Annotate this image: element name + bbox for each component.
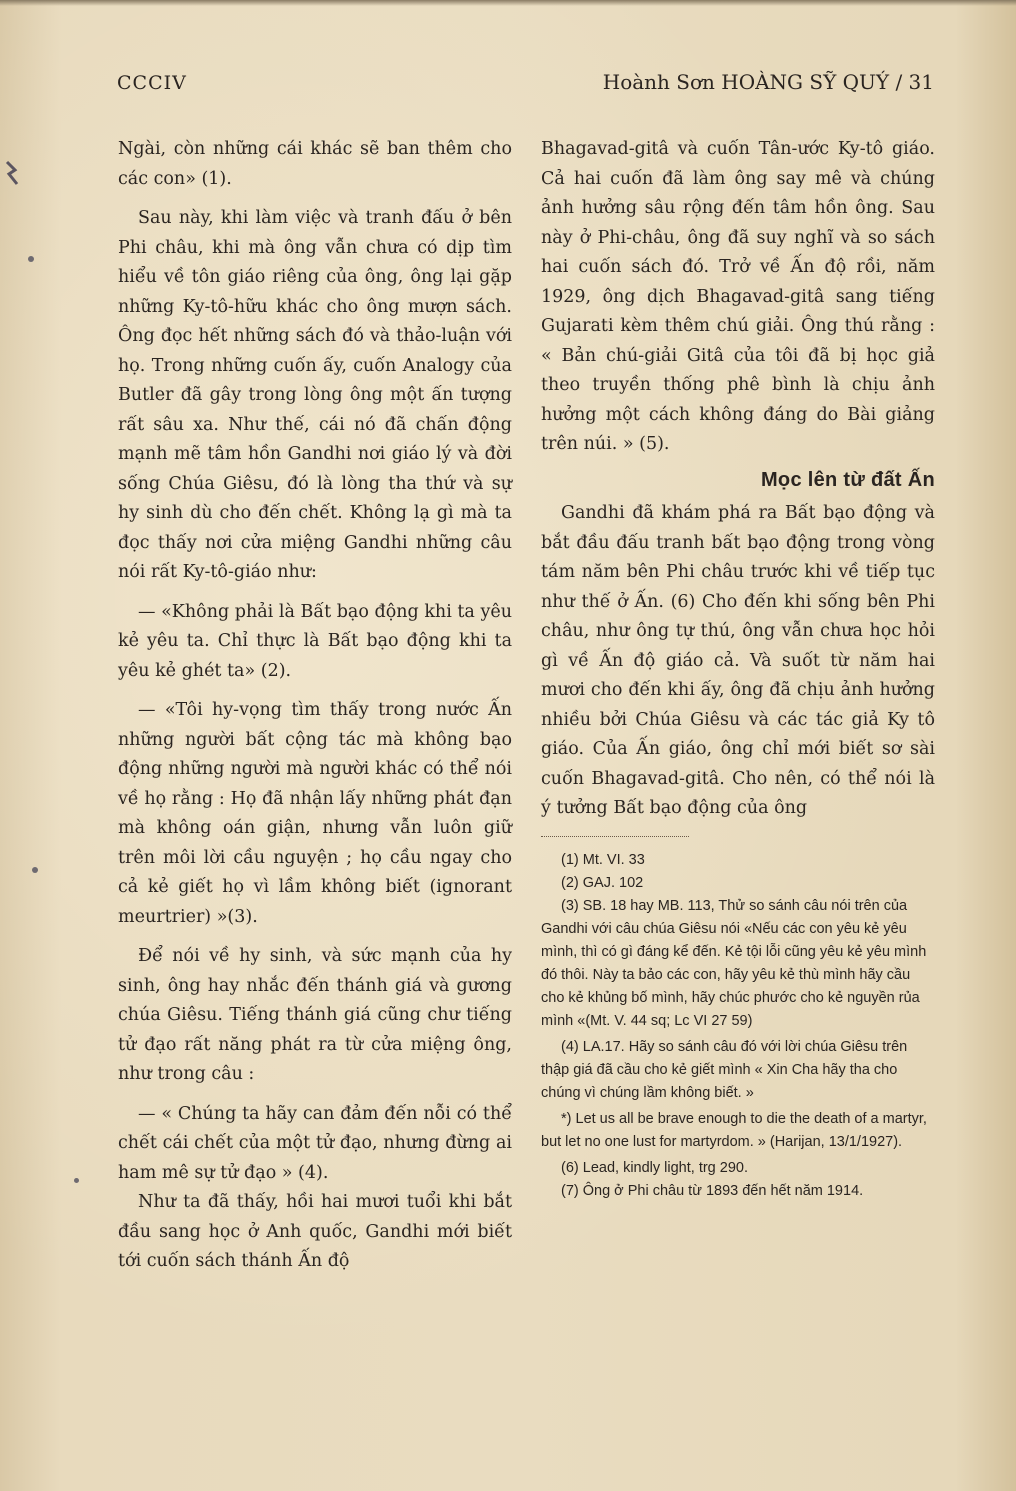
margin-dot bbox=[32, 867, 38, 873]
footnote: (7) Ông ở Phi châu từ 1893 đến hết năm 1914. bbox=[561, 1182, 864, 1199]
footnote-separator bbox=[541, 836, 689, 837]
quote-paragraph: — «Không phải là Bất bạo động khi ta yêu kẻ yêu ta. Chỉ thực là Bất bạo động khi ta yêu kẻ ghét ta» (2). bbox=[118, 601, 512, 681]
page-header-chapter: CCCIV bbox=[117, 72, 187, 94]
page-top-edge bbox=[0, 0, 1016, 6]
left-column bbox=[118, 135, 512, 1277]
paragraph: Để nói về hy sinh, và sức mạnh của hy sinh, ông hay nhắc đến thánh giá và gương chúa Giêsu. Tiếng thánh giá cũng chư tiếng tử đạo rất năng phát ra từ cửa miệng ông, như trong câu : bbox=[118, 946, 512, 1084]
margin-dot bbox=[28, 256, 34, 262]
quote-paragraph: — « Chúng ta hãy can đảm đến nỗi có thể chết cái chết của một tử đạo, nhưng đừng ai ham mê sự tử đạo » (4). bbox=[118, 1103, 512, 1183]
paragraph: Sau này, khi làm việc và tranh đấu ở bên Phi châu, khi mà ông vẫn chưa có dịp tìm hiểu về tôn giáo riêng của ông, ông lại gặp những Ky-tô-hữu khác cho ông mượn sách. Ông đọc hết những sách đó và thảo-luận với họ. Trong những cuốn ấy, cuốn Analogy của Butler đã gây trong lòng ông một ấn tượng rất sâu xa. Như thế, cái nó đã chấn động mạnh mẽ tâm hồn Gandhi nơi giáo lý và đời sống Chúa Giêsu, đó là lòng tha thứ và sự hy sinh dù cho đến chết. Không lạ gì mà ta đọc thấy nơi cửa miệng Gandhi những câu nói rất Ky-tô-giáo như: bbox=[118, 208, 512, 582]
footnote: (2) GAJ. 102 bbox=[561, 874, 644, 891]
page-header-author-page: Hoành Sơn HOÀNG SỸ QUÝ / 31 bbox=[602, 70, 934, 94]
margin-dot bbox=[74, 1178, 79, 1183]
paragraph: Bhagavad-gitâ và cuốn Tân-ước Ky-tô giáo. Cả hai cuốn đã làm ông say mê và chúng ảnh hưởng sâu rộng đến tâm hồn ông. Sau này ở Phi-châu, ông đã suy nghĩ và so sách hai cuốn sách đó. Trở về Ấn độ rồi, năm 1929, ông dịch Bhagavad-gitâ sang tiếng Gujarati kèm thêm chú giải. Ông thú rằng : « Bản chú-giải Gitâ của tôi đã bị học giả theo truyền thống phê bình là chịu ảnh hưởng một cách không đáng do Bài giảng trên núi. » (5). bbox=[541, 139, 935, 454]
paragraph: Như ta đã thấy, hồi hai mươi tuổi khi bắt đầu sang học ở Anh quốc, Gandhi mới biết tới cuốn sách thánh Ấn độ bbox=[118, 1192, 512, 1271]
footnote: (4) LA.17. Hãy so sánh câu đó với lời chúa Giêsu trên thập giá đã cầu cho kẻ giết mình « Xin Cha hãy tha cho chúng vì chúng lầm không biết. » bbox=[541, 1038, 908, 1101]
right-column bbox=[541, 135, 935, 1203]
quote-paragraph: — «Tôi hy-vọng tìm thấy trong nước Ấn những người bất cộng tác mà không bạo động những người mà người khác có thể nói về họ rằng : Họ đã nhận lấy những phát đạn mà không oán giận, nhưng vẫn luôn giữ trên môi lời cầu nguyện ; họ cầu ngay cho cả kẻ giết họ vì lầm không biết (ignorant meurtrier) »(3). bbox=[118, 700, 512, 927]
footnote: (1) Mt. VI. 33 bbox=[561, 851, 645, 868]
paragraph: Gandhi đã khám phá ra Bất bạo động và bắt đầu đấu tranh bất bạo động trong vòng tám năm bên Phi châu trước khi về tiếp tục như thế ở Ấn. (6) Cho đến khi sống bên Phi châu, như ông tự thú, ông vẫn chưa học hỏi gì về Ấn độ giáo cả. Và suốt từ năm hai mươi cho đến khi ấy, ông đã chịu ảnh hưởng nhiều bởi Chúa Giêsu và các tác giả Ky tô giáo. Của Ấn giáo, ông chỉ mới biết sơ sài cuốn Bhagavad-gitâ. Cho nên, có thể nói là ý tưởng Bất bạo động của ông bbox=[541, 503, 935, 818]
footnote: (3) SB. 18 hay MB. 113, Thử so sánh câu nói trên của Gandhi với câu chúa Giêsu nói «Nếu các con yêu kẻ yêu mình, thì có gì đáng kể đến. Kẻ tội lỗi cũng yêu kẻ yêu mình đó thôi. Này ta bảo các con, hãy yêu kẻ thù mình hãy cầu cho kẻ khủng bố mình, hãy chúc phước cho kẻ nguyền rủa mình «(Mt. V. 44 sq; Lc VI 27 59) bbox=[541, 897, 927, 1029]
footnote: *) Let us all be brave enough to die the death of a martyr, but let no one lust for martyrdom. » (Harijan, 13/1/1927). bbox=[541, 1110, 927, 1150]
footnote: (6) Lead, kindly light, trg 290. bbox=[561, 1159, 748, 1176]
paragraph: Ngài, còn những cái khác sẽ ban thêm cho các con» (1). bbox=[118, 139, 512, 189]
footnotes bbox=[541, 849, 935, 1203]
section-heading: Mọc lên từ đất Ấn bbox=[760, 468, 935, 491]
margin-mark bbox=[5, 160, 21, 186]
